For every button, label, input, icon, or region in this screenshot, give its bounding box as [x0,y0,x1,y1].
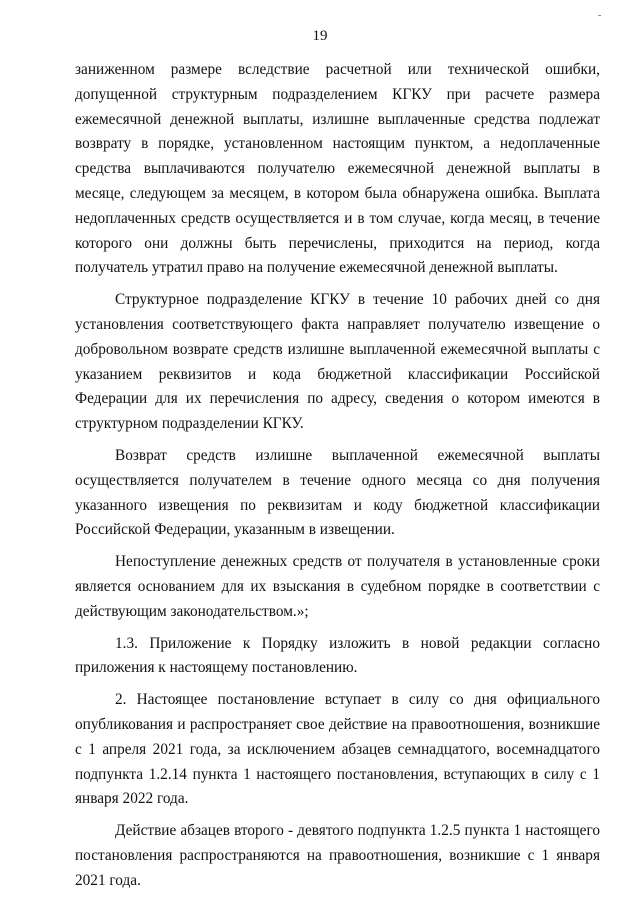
paragraph-non-receipt: Непоступление денежных средств от получателя в установленные сроки является основанием для их взыскания в судебном порядке в соответствии с действующим законодательством.»; [75,553,600,620]
paragraph-refund: Возврат средств излишне выплаченной ежемесячной выплаты осуществляется получателем в течение одного месяца со дня получения указанного извещения по реквизитам и коду бюджетной классификации Российской Федерации, указанным в извещении. [75,446,600,539]
paragraph-item-2: 2. Настоящее постановление вступает в силу со дня официального опубликования и распространяет свое действие на правоотношения, возникшие с 1 апреля 2021 года, за исключением абзацев семнадцатого, восемнадцатого подпункта 1.2.14 пункта 1 настоящего постановления, вступающих в силу с 1 января 2022 года. [75,691,600,808]
document-body [75,58,600,894]
page-number: 19 [312,28,328,44]
paragraph-notice: Структурное подразделение КГКУ в течение 10 рабочих дней со дня установления соответствующего факта направляет получателю извещение о добровольном возврате средств излишне выплаченной ежемесячной выплаты с указанием реквизитов и кода бюджетной классификации Российской Федерации для их перечисления по адресу, сведения о котором имеются в структурном подразделении КГКУ. [75,291,600,433]
paragraph-item-1-3: 1.3. Приложение к Порядку изложить в новой редакции согласно приложения к настоящему постановлению. [75,634,600,677]
paragraph-effect: Действие абзацев второго - девятого подпункта 1.2.5 пункта 1 настоящего постановления распространяются на правоотношения, возникшие с 1 января 2021 года. [75,822,600,889]
corner-mark: - [598,10,602,21]
paragraph-continuation: заниженном размере вследствие расчетной или технической ошибки, допущенной структурным подразделением КГКУ при расчете размера ежемесячной денежной выплаты, излишне выплаченные средства подлежат возврату в порядке, установленном настоящим пунктом, а недоплаченные средства выплачиваются получателю ежемесячной денежной выплаты в месяце, следующем за месяцем, в котором была обнаружена ошибка. Выплата недоплаченных средств осуществляется и в том случае, когда месяц, в течение которого они должны быть перечислены, приходится на период, когда получатель утратил право на получение ежемесячной денежной выплаты. [75,61,600,277]
